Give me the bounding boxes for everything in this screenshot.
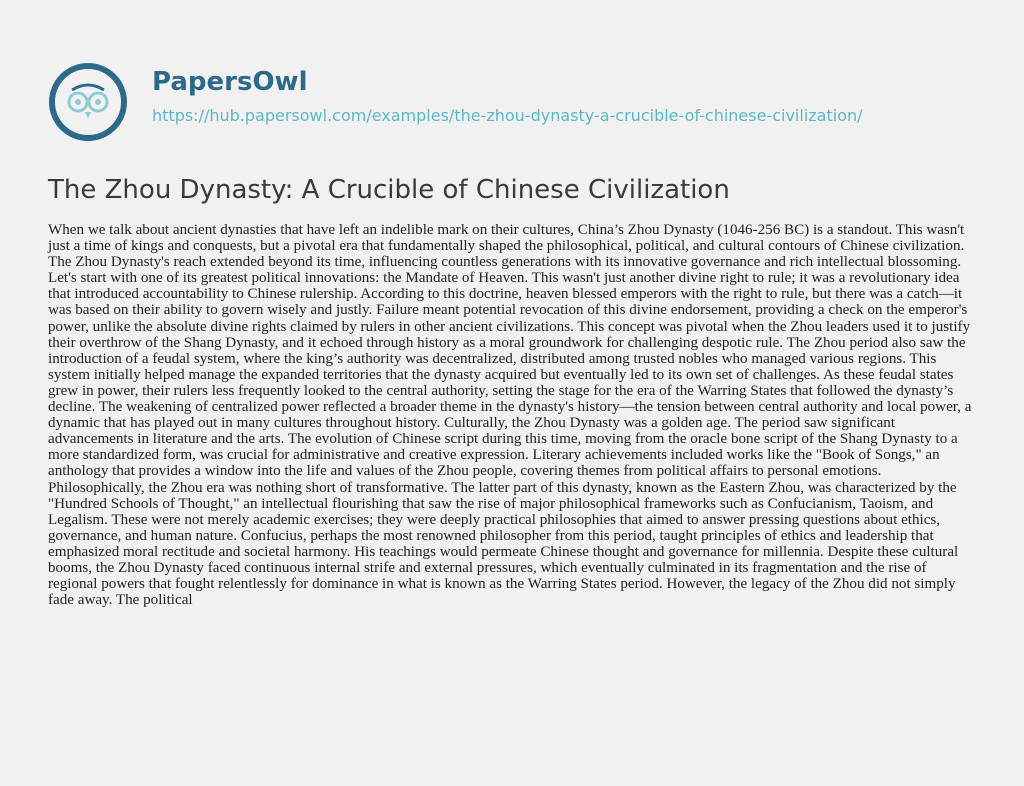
source-url[interactable]: https://hub.papersowl.com/examples/the-zhou-dynasty-a-crucible-of-chinese-civilization/ xyxy=(152,106,863,125)
site-header xyxy=(48,62,978,142)
owl-logo-icon[interactable] xyxy=(48,62,128,142)
article-body: When we talk about ancient dynasties that have left an indelible mark on their cultures, China’s Zhou Dynasty (1046-256 BC) is a standout. This wasn't just a time of kings and conquests, but a pivotal era that fundamentally shaped the philosophical, political, and cultural contours of Chinese civilization. The Zhou Dynasty's reach extended beyond its time, influencing countless generations with its innovative governance and rich intellectual blossoming. Let's start with one of its greatest political innovations: the Mandate of Heaven. This wasn't just another divine right to rule; it was a revolutionary idea that introduced accountability to Chinese rulership. According to this doctrine, heaven blessed emperors with the right to rule, but there was a catch—it was based on their ability to govern wisely and justly. Failure meant potential revocation of this divine endorsement, providing a check on the emperor's power, unlike the absolute divine rights claimed by rulers in other ancient civilizations. This concept was pivotal when the Zhou leaders used it to justify their overthrow of the Shang Dynasty, and it echoed through history as a moral groundwork for challenging despotic rule. The Zhou period also saw the introduction of a feudal system, where the king’s authority was decentralized, distributed among trusted nobles who managed various regions. This system initially helped manage the expanded territories that the dynasty acquired but eventually led to its own set of challenges. As these feudal states grew in power, their rulers less frequently looked to the central authority, setting the stage for the era of the Warring States that followed the dynasty’s decline. The weakening of centralized power reflected a broader theme in the dynasty's history—the tension between central authority and local power, a dynamic that has played out in many cultures throughout history. Culturally, the Zhou Dynasty was a golden age. The period saw significant advancements in literature and the arts. The evolution of Chinese script during this time, moving from the oracle bone script of the Shang Dynasty to a more standardized form, was crucial for administrative and creative expression. Literary achievements included works like the "Book of Songs," an anthology that provides a window into the life and values of the Zhou people, covering themes from political affairs to personal emotions. Philosophically, the Zhou era was nothing short of transformative. The latter part of this dynasty, known as the Eastern Zhou, was characterized by the "Hundred Schools of Thought," an intellectual flourishing that saw the rise of major philosophical frameworks such as Confucianism, Taoism, and Legalism. These were not merely academic exercises; they were deeply practical philosophies that aimed to answer pressing questions about ethics, governance, and human nature. Confucius, perhaps the most renowned philosopher from this period, taught principles of ethics and leadership that emphasized moral rectitude and societal harmony. His teachings would permeate Chinese thought and governance for millennia. Despite these cultural booms, the Zhou Dynasty faced continuous internal strife and external pressures, which eventually culminated in its fragmentation and the rise of regional powers that fought relentlessly for dominance in what is known as the Warring States period. However, the legacy of the Zhou did not simply fade away. The political xyxy=(48,222,972,609)
brand-name[interactable]: PapersOwl xyxy=(152,67,308,97)
page-title: The Zhou Dynasty: A Crucible of Chinese Civilization xyxy=(48,175,730,205)
